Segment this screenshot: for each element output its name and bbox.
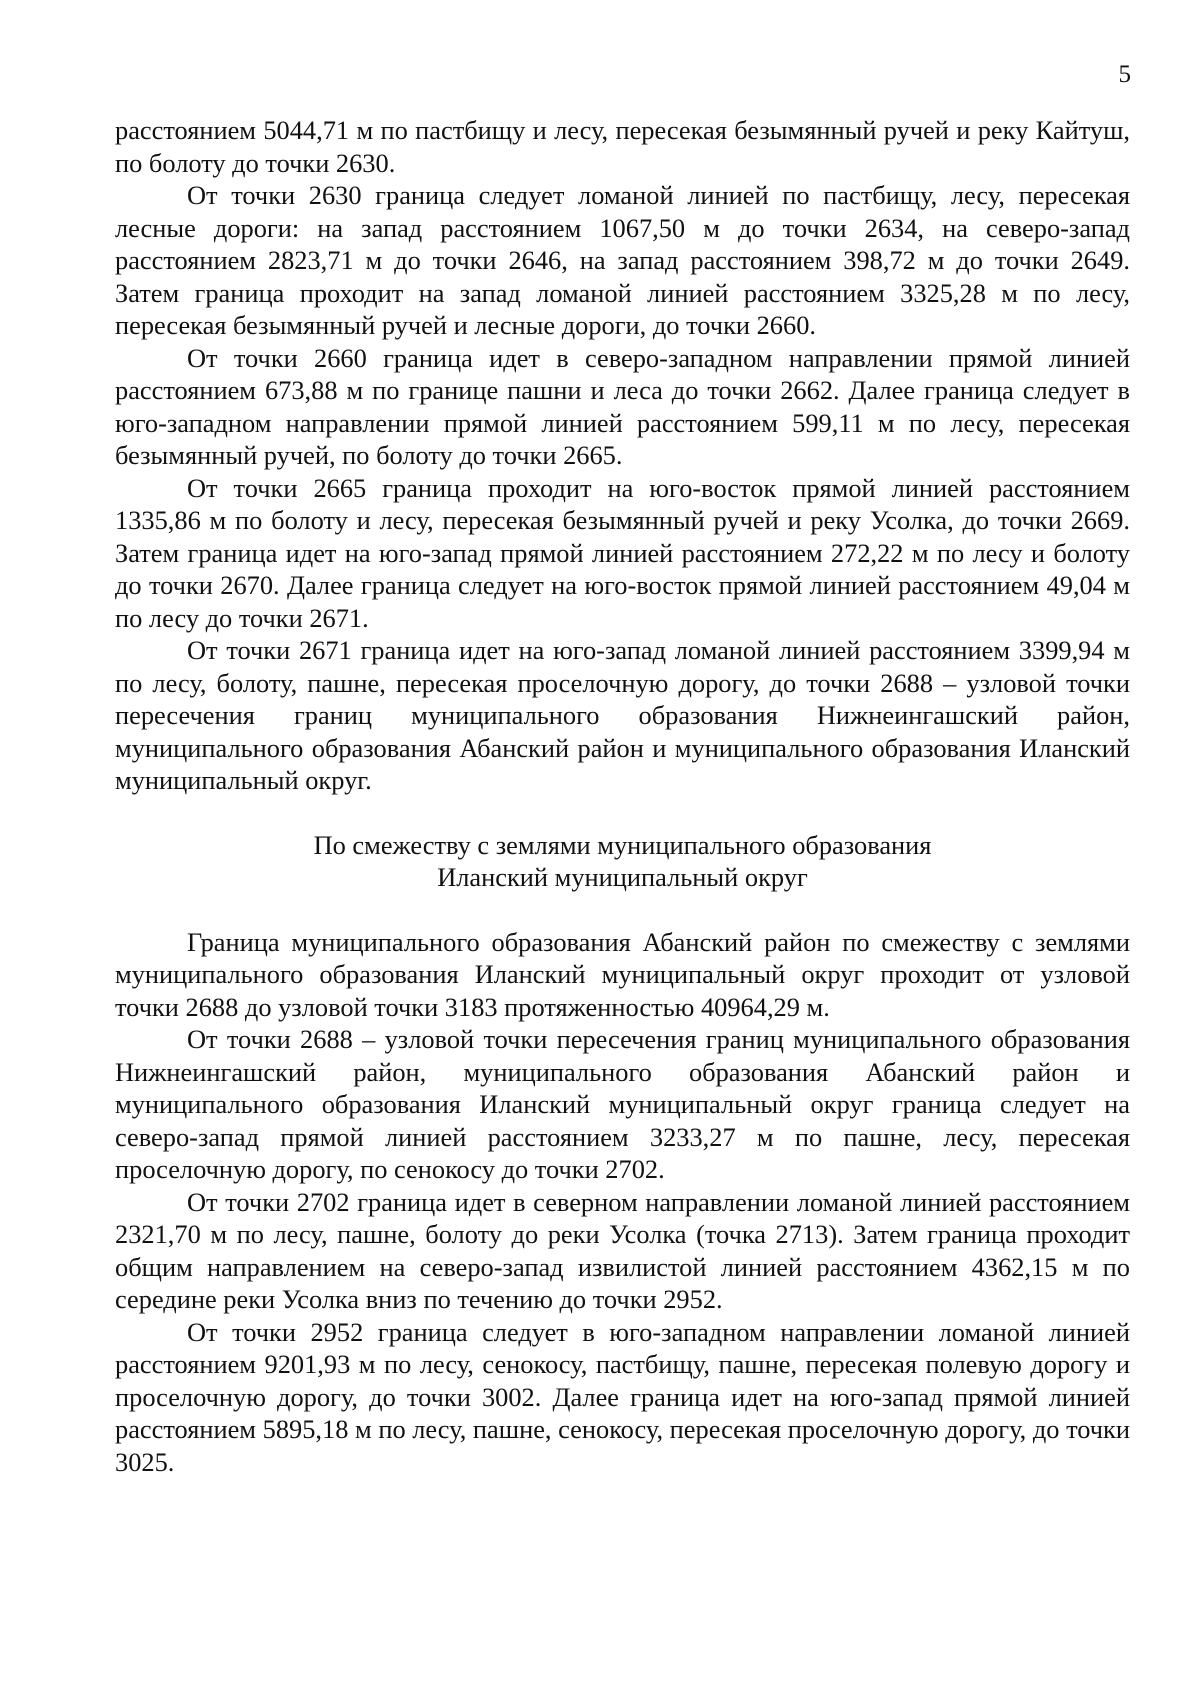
paragraph: От точки 2660 граница идет в северо-западном направлении прямой линией расстоянием 673,88 м по границе пашни и леса до точки 2662. Далее граница следует в юго-западном направлении прямой линией расстоянием 599,11 м по лесу, пересекая безымянный ручей, по болоту до точки 2665. (115, 342, 1130, 470)
paragraph: расстоянием 5044,71 м по пастбищу и лесу, пересекая безымянный ручей и реку Кайтуш, по болоту до точки 2630. (115, 115, 1130, 178)
paragraph: От точки 2630 граница следует ломаной линией по пастбищу, лесу, пересекая лесные дороги: на запад расстоянием 1067,50 м до точки 2634, на северо-запад расстоянием 2823,71 м до точки 2646, на запад расстоянием 398,72 м до точки 2649. Затем граница проходит на запад ломаной линией расстоянием 3325,28 м по лесу, пересекая безымянный ручей и лесные дороги, до точки 2660. (115, 180, 1130, 340)
paragraph: От точки 2665 граница проходит на юго-восток прямой линией расстоянием 1335,86 м по болоту и лесу, пересекая безымянный ручей и реку Усолка, до точки 2669. Затем граница идет на юго-запад прямой линией расстоянием 272,22 м по лесу и болоту до точки 2670. Далее граница следует на юго-восток прямой линией расстоянием 49,04 м по лесу до точки 2671. (115, 472, 1130, 633)
page-number: 5 (1118, 61, 1131, 88)
paragraph: От точки 2952 граница следует в юго-западном направлении ломаной линией расстоянием 9201,93 м по лесу, сенокосу, пастбищу, пашне, пересекая полевую дорогу и проселочную дорогу, до точки 3002. Далее граница идет на юго-запад прямой линией расстоянием 5895,18 м по лесу, пашне, сенокосу, пересекая проселочную дорогу, до точки 3025. (115, 1316, 1130, 1477)
paragraph: Граница муниципального образования Абанский район по смежеству с землями муниципального образования Иланский муниципальный округ проходит от узловой точки 2688 до узловой точки 3183 протяженностью 40964,29 м. (115, 926, 1130, 1022)
paragraph: От точки 2702 граница идет в северном направлении ломаной линией расстоянием 2321,70 м по лесу, пашне, болоту до реки Усолка (точка 2713). Затем граница проходит общим направлением на северо-запад извилистой линией расстоянием 4362,15 м по середине реки Усолка вниз по течению до точки 2952. (115, 1186, 1130, 1314)
document-body (115, 114, 1130, 1478)
section-heading-line: Иланский муниципальный округ (437, 862, 808, 892)
paragraph: От точки 2671 граница идет на юго-запад ломаной линией расстоянием 3399,94 м по лесу, болоту, пашне, пересекая проселочную дорогу, до точки 2688 – узловой точки пересечения границ муниципального образования Нижнеингашский район, муниципального образования Абанский район и муниципального образования Иланский муниципальный округ. (115, 635, 1130, 795)
section-heading (115, 829, 1130, 894)
paragraph: От точки 2688 – узловой точки пересечения границ муниципального образования Нижнеингашский район, муниципального образования Абанский район и муниципального образования Иланский муниципальный округ граница следует на северо-запад прямой линией расстоянием 3233,27 м по пашне, лесу, пересекая проселочную дорогу, по сенокосу до точки 2702. (115, 1024, 1130, 1184)
section-heading-line: По смежеству с землями муниципального образования (313, 829, 932, 860)
